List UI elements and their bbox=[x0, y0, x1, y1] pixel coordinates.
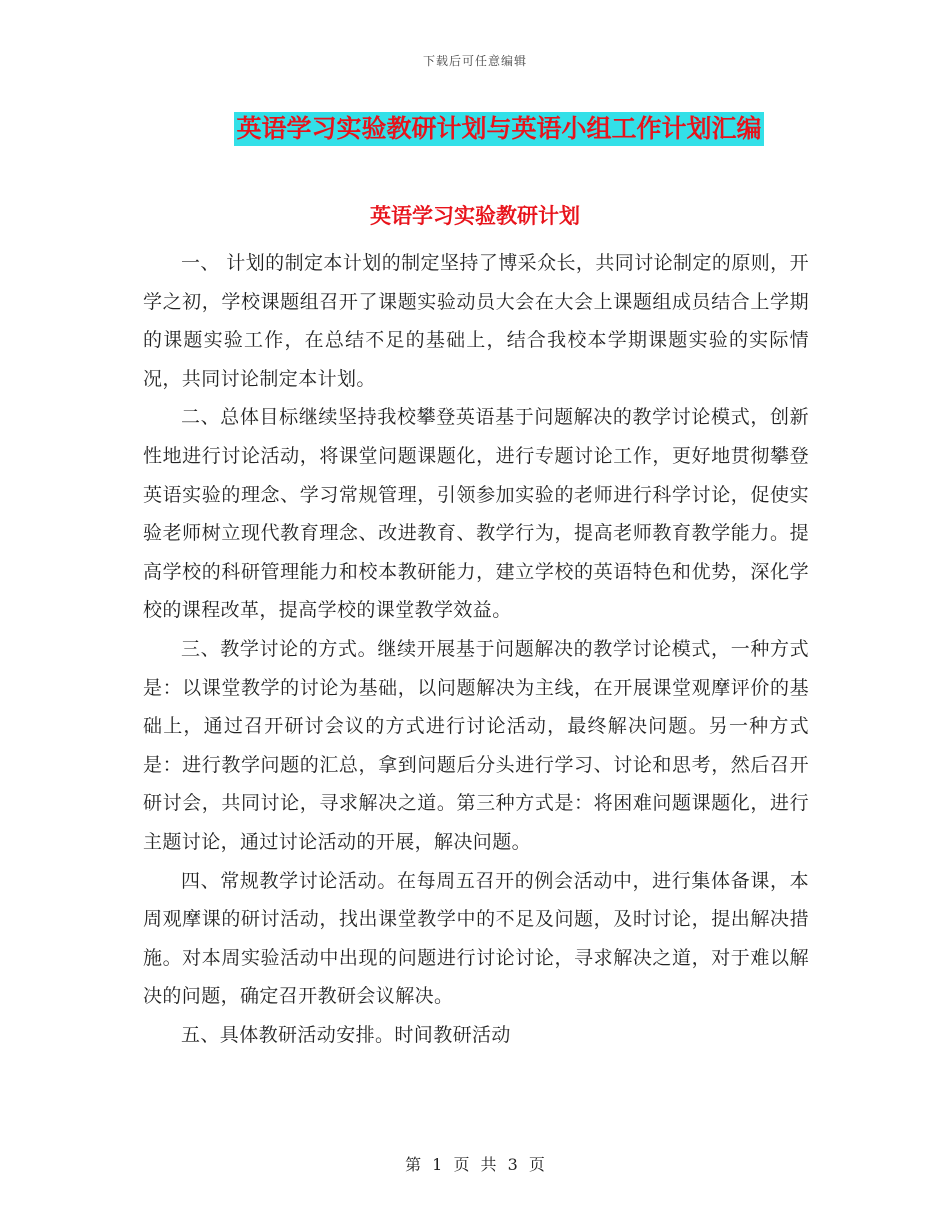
paragraph-3: 三、教学讨论的方式。继续开展基于问题解决的教学讨论模式，一种方式是：以课堂教学的讨论为基础，以问题解决为主线，在开展课堂观摩评价的基础上，通过召开研讨会议的方式进行讨论活动，最终解决问题。另一种方式是：进行教学问题的汇总，拿到问题后分头进行学习、讨论和思考，然后召开研讨会，共同讨论，寻求解决之道。第三种方式是：将困难问题课题化，进行主题讨论，通过讨论活动的开展，解决问题。 bbox=[143, 637, 809, 853]
paragraph-5: 五、具体教研活动安排。时间教研活动 bbox=[181, 1023, 511, 1046]
main-title: 英语学习实验教研计划与英语小组工作计划汇编 bbox=[234, 112, 763, 146]
main-title-wrap bbox=[0, 112, 950, 146]
page-number-footer: 第 1 页 共 3 页 bbox=[405, 1155, 545, 1174]
document-body bbox=[143, 244, 809, 1054]
paragraph-2: 二、总体目标继续坚持我校攀登英语基于问题解决的教学讨论模式，创新性地进行讨论活动，将课堂问题课题化，进行专题讨论工作，更好地贯彻攀登英语实验的理念、学习常规管理，引领参加实验的老师进行科学讨论，促使实验老师树立现代教育理念、改进教育、教学行为，提高老师教育教学能力。提高学校的科研管理能力和校本教研能力，建立学校的英语特色和优势，深化学校的课程改革，提高学校的课堂教学效益。 bbox=[143, 406, 809, 622]
paragraph-4: 四、常规教学讨论活动。在每周五召开的例会活动中，进行集体备课，本周观摩课的研讨活动，找出课堂教学中的不足及问题，及时讨论，提出解决措施。对本周实验活动中出现的问题进行讨论讨论，寻求解决之道，对于难以解决的问题，确定召开教研会议解决。 bbox=[143, 869, 809, 1008]
section-title: 英语学习实验教研计划 bbox=[370, 203, 580, 228]
paragraph-1: 一、 计划的制定本计划的制定坚持了博采众长，共同讨论制定的原则，开学之初，学校课题组召开了课题实验动员大会在大会上课题组成员结合上学期的课题实验工作，在总结不足的基础上，结合我校本学期课题实验的实际情况，共同讨论制定本计划。 bbox=[143, 252, 809, 390]
header-note: 下载后可任意编辑 bbox=[422, 54, 527, 68]
